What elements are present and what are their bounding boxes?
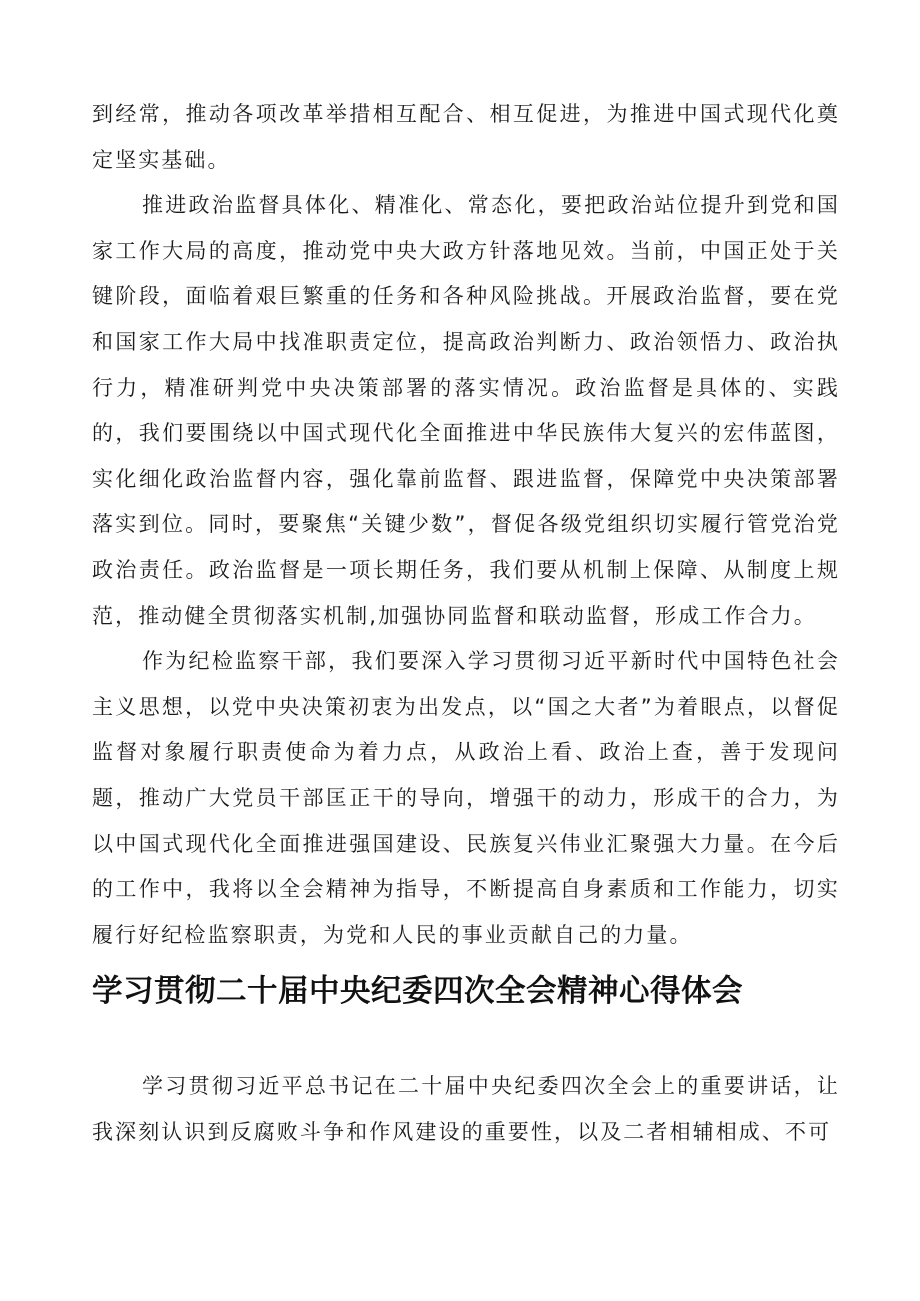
document-body [92, 92, 840, 1155]
paragraph: 学习贯彻习近平总书记在二十届中央纪委四次全会上的重要讲话，让我深刻认识到反腐败斗争和作风建设的重要性，以及二者相辅相成、不可 [92, 1074, 840, 1144]
paragraph: 作为纪检监察干部，我们要深入学习贯彻习近平新时代中国特色社会主义思想，以党中央决策初衷为出发点，以“国之大者”为着眼点，以督促监督对象履行职责使命为着力点，从政治上看、政治上查，善于发现问题，推动广大党员干部匡正干的导向，增强干的动力，形成干的合力，为以中国式现代化全面推进强国建设、民族复兴伟业汇聚强大力量。在今后的工作中，我将以全会精神为指导，不断提高自身素质和工作能力，切实履行好纪检监察职责，为党和人民的事业贡献自己的力量。 [92, 649, 840, 947]
spacer [92, 1020, 840, 1064]
paragraph: 到经常，推动各项改革举措相互配合、相互促进，为推进中国式现代化奠定坚实基础。 [92, 102, 840, 172]
section-heading: 学习贯彻二十届中央纪委四次全会精神心得体会 [92, 974, 743, 1010]
paragraph: 推进政治监督具体化、精准化、常态化，要把政治站位提升到党和国家工作大局的高度，推动党中央大政方针落地见效。当前，中国正处于关键阶段，面临着艰巨繁重的任务和各种风险挑战。开展政治监督，要在党和国家工作大局中找准职责定位，提高政治判断力、政治领悟力、政治执行力，精准研判党中央决策部署的落实情况。政治监督是具体的、实践的，我们要围绕以中国式现代化全面推进中华民族伟大复兴的宏伟蓝图，实化细化政治监督内容，强化靠前监督、跟进监督，保障党中央决策部署落实到位。同时，要聚焦“关键少数”，督促各级党组织切实履行管党治党政治责任。政治监督是一项长期任务，我们要从机制上保障、从制度上规范，推动健全贯彻落实机制,加强协同监督和联动监督，形成工作合力。 [92, 193, 840, 628]
